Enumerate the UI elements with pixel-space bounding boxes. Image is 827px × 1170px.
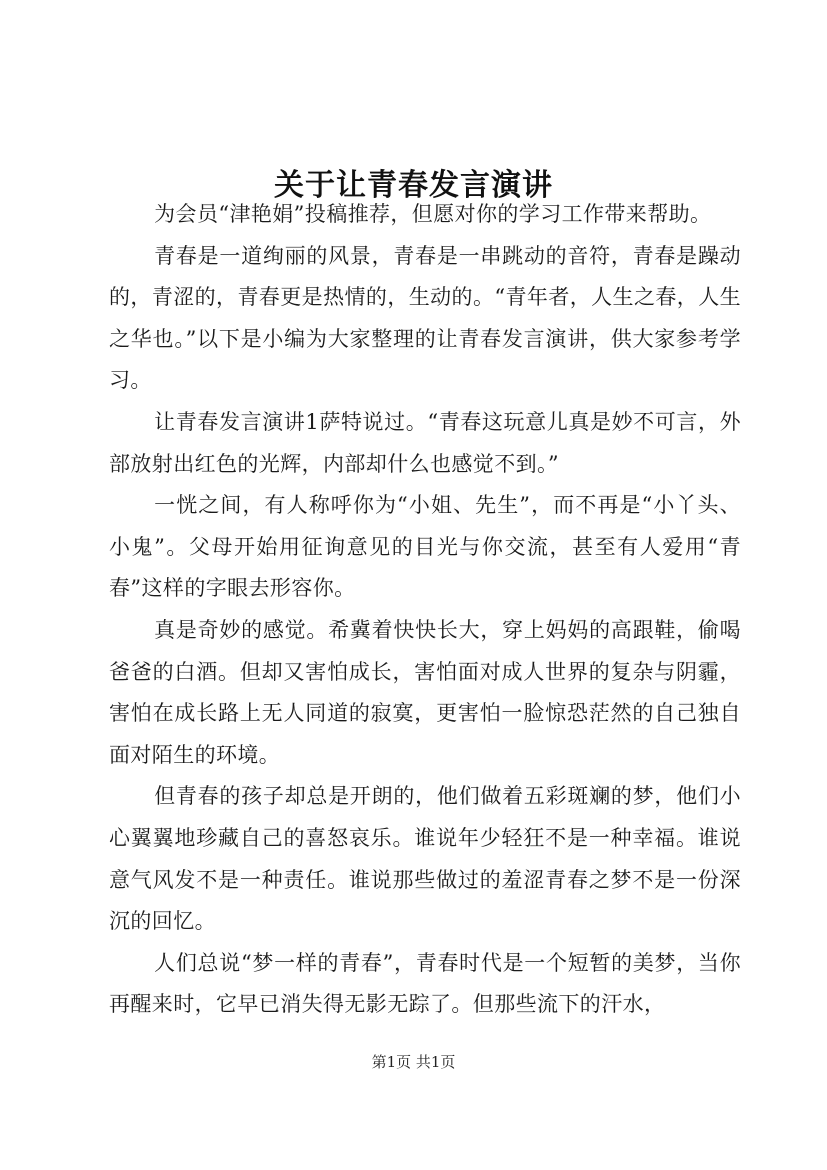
paragraph-7: 人们总说“梦一样的青春”，青春时代是一个短暂的美梦，当你再醒来时，它早已消失得无影无踪了。但那些流下的汗水， <box>109 950 741 1017</box>
document-body <box>109 194 741 1026</box>
paragraph-5: 真是奇妙的感觉。希冀着快快长大，穿上妈妈的高跟鞋，偷喝爸爸的白酒。但却又害怕成长，害怕面对成人世界的复杂与阴霾，害怕在成长路上无人同道的寂寞，更害怕一脸惊恐茫然的自己独自面对陌生的环境。 <box>109 617 741 767</box>
paragraph-4: 一恍之间，有人称呼你为“小姐、先生”，而不再是“小丫头、小鬼”。父母开始用征询意见的目光与你交流，甚至有人爱用“青春”这样的字眼去形容你。 <box>109 493 741 601</box>
paragraph-6: 但青春的孩子却总是开朗的，他们做着五彩斑斓的梦，他们小心翼翼地珍藏自己的喜怒哀乐。谁说年少轻狂不是一种幸福。谁说意气风发不是一种责任。谁说那些做过的羞涩青春之梦不是一份深沉的回忆。 <box>109 784 741 934</box>
paragraph-3: 让青春发言演讲1萨特说过。“青春这玩意儿真是妙不可言，外部放射出红色的光辉，内部却什么也感觉不到。” <box>109 409 741 476</box>
document-title: 关于让青春发言演讲 <box>274 168 553 204</box>
paragraph-2: 青春是一道绚丽的风景，青春是一串跳动的音符，青春是躁动的，青涩的，青春更是热情的，生动的。“青年者，人生之春，人生之华也。”以下是小编为大家整理的让青春发言演讲，供大家参考学习。 <box>109 243 741 393</box>
paragraph-1: 为会员“津艳娟”投稿推荐，但愿对你的学习工作带来帮助。 <box>154 202 712 226</box>
page-footer: 第1页 共1页 <box>371 1053 456 1071</box>
